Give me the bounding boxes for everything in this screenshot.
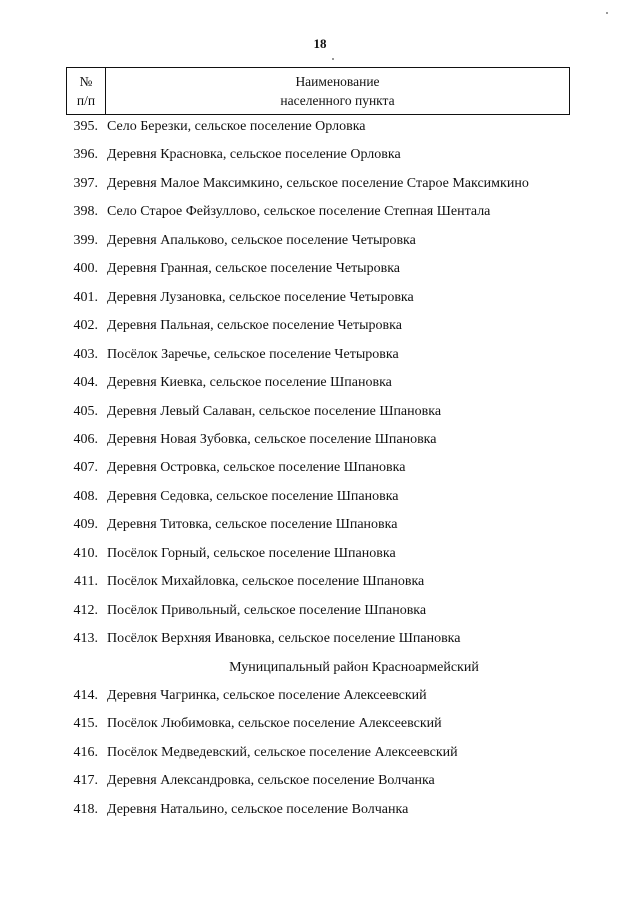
settlement-name: Деревня Седовка, сельское поселение Шпановка	[107, 488, 399, 504]
list-item	[0, 288, 640, 316]
item-number: 403.	[73, 346, 98, 362]
item-number: 399.	[73, 232, 98, 248]
settlement-name: Деревня Малое Максимкино, сельское поселение Старое Максимкино	[107, 175, 529, 191]
list-item	[0, 714, 640, 742]
header-name-line-1: Наименование	[295, 74, 380, 89]
settlement-name: Посёлок Верхняя Ивановка, сельское поселение Шпановка	[107, 631, 461, 647]
item-number: 414.	[73, 688, 98, 703]
item-number: 416.	[73, 744, 98, 760]
settlement-name: Село Старое Фейзуллово, сельское поселение Степная Шентала	[107, 204, 491, 220]
settlement-name: Посёлок Любимовка, сельское поселение Алексеевский	[107, 716, 442, 732]
item-number: 395.	[73, 119, 98, 134]
item-number: 397.	[73, 175, 98, 191]
list-item	[0, 345, 640, 373]
settlement-name: Деревня Апальково, сельское поселение Четыровка	[107, 232, 416, 248]
list-item	[0, 743, 640, 771]
item-number: 409.	[73, 517, 98, 533]
item-number: 415.	[73, 716, 98, 732]
item-number: 417.	[73, 773, 98, 789]
item-number: 405.	[73, 403, 98, 419]
settlement-name: Село Березки, сельское поселение Орловка	[107, 119, 366, 134]
item-number: 404.	[73, 375, 98, 391]
settlement-name: Деревня Киевка, сельское поселение Шпановка	[107, 375, 392, 391]
item-number: 398.	[73, 204, 98, 220]
settlement-name: Деревня Лузановка, сельское поселение Четыровка	[107, 289, 414, 305]
settlement-name: Посёлок Михайловка, сельское поселение Шпановка	[107, 574, 425, 590]
settlement-name: Деревня Пальная, сельское поселение Четыровка	[107, 318, 402, 334]
header-name-column	[106, 68, 569, 114]
item-number: 413.	[73, 631, 98, 647]
page-number: 18	[313, 36, 327, 51]
list-item	[0, 601, 640, 629]
list-item	[0, 686, 640, 714]
list-item	[0, 430, 640, 458]
settlement-name: Деревня Островка, сельское поселение Шпановка	[107, 460, 406, 476]
item-number: 410.	[73, 545, 98, 561]
scan-mark	[332, 58, 334, 60]
settlement-name: Посёлок Заречье, сельское поселение Четыровка	[107, 346, 399, 362]
section-heading: Муниципальный район Красноармейский	[229, 659, 479, 675]
item-number: 401.	[73, 289, 98, 305]
header-name-line-2: населенного пункта	[280, 93, 395, 108]
list-item	[0, 316, 640, 344]
list-item	[0, 402, 640, 430]
item-number: 408.	[73, 488, 98, 504]
item-number: 400.	[73, 261, 98, 277]
list-item	[0, 487, 640, 515]
list-item	[0, 771, 640, 799]
item-number: 396.	[73, 147, 98, 163]
item-number: 412.	[73, 602, 98, 618]
list-item	[0, 231, 640, 259]
settlement-name: Деревня Александровка, сельское поселение Волчанка	[107, 773, 435, 789]
settlement-name: Деревня Новая Зубовка, сельское поселение Шпановка	[107, 431, 437, 447]
settlement-name: Деревня Чагринка, сельское поселение Алексеевский	[107, 688, 427, 703]
table-header	[66, 67, 570, 115]
header-number-line-1: №	[79, 74, 93, 89]
scan-mark	[606, 12, 608, 14]
list-item	[0, 145, 640, 173]
item-number: 407.	[73, 460, 98, 476]
settlement-name: Деревня Левый Салаван, сельское поселение Шпановка	[107, 403, 442, 419]
header-number-column	[67, 68, 106, 114]
list-item	[0, 373, 640, 401]
header-number-line-2: п/п	[76, 93, 96, 108]
list-item	[0, 202, 640, 230]
list-item	[0, 458, 640, 486]
list-item	[0, 572, 640, 600]
item-number: 402.	[73, 318, 98, 334]
list-item	[0, 515, 640, 543]
settlement-name: Деревня Гранная, сельское поселение Четыровка	[107, 261, 401, 277]
list-item	[0, 174, 640, 202]
settlement-name: Деревня Титовка, сельское поселение Шпановка	[107, 517, 398, 533]
settlement-name: Посёлок Медведевский, сельское поселение Алексеевский	[107, 744, 458, 760]
settlement-name: Посёлок Горный, сельское поселение Шпановка	[107, 545, 396, 561]
item-number: 418.	[73, 801, 98, 817]
list-item	[0, 259, 640, 287]
settlement-name: Деревня Красновка, сельское поселение Орловка	[107, 147, 401, 163]
list-item	[0, 544, 640, 572]
item-number: 406.	[73, 431, 98, 447]
list-item	[0, 629, 640, 657]
item-number: 411.	[74, 574, 98, 590]
settlement-name: Деревня Натальино, сельское поселение Волчанка	[107, 801, 409, 817]
list-item	[0, 117, 640, 145]
settlement-name: Посёлок Привольный, сельское поселение Шпановка	[107, 602, 427, 618]
list-item	[0, 800, 640, 828]
